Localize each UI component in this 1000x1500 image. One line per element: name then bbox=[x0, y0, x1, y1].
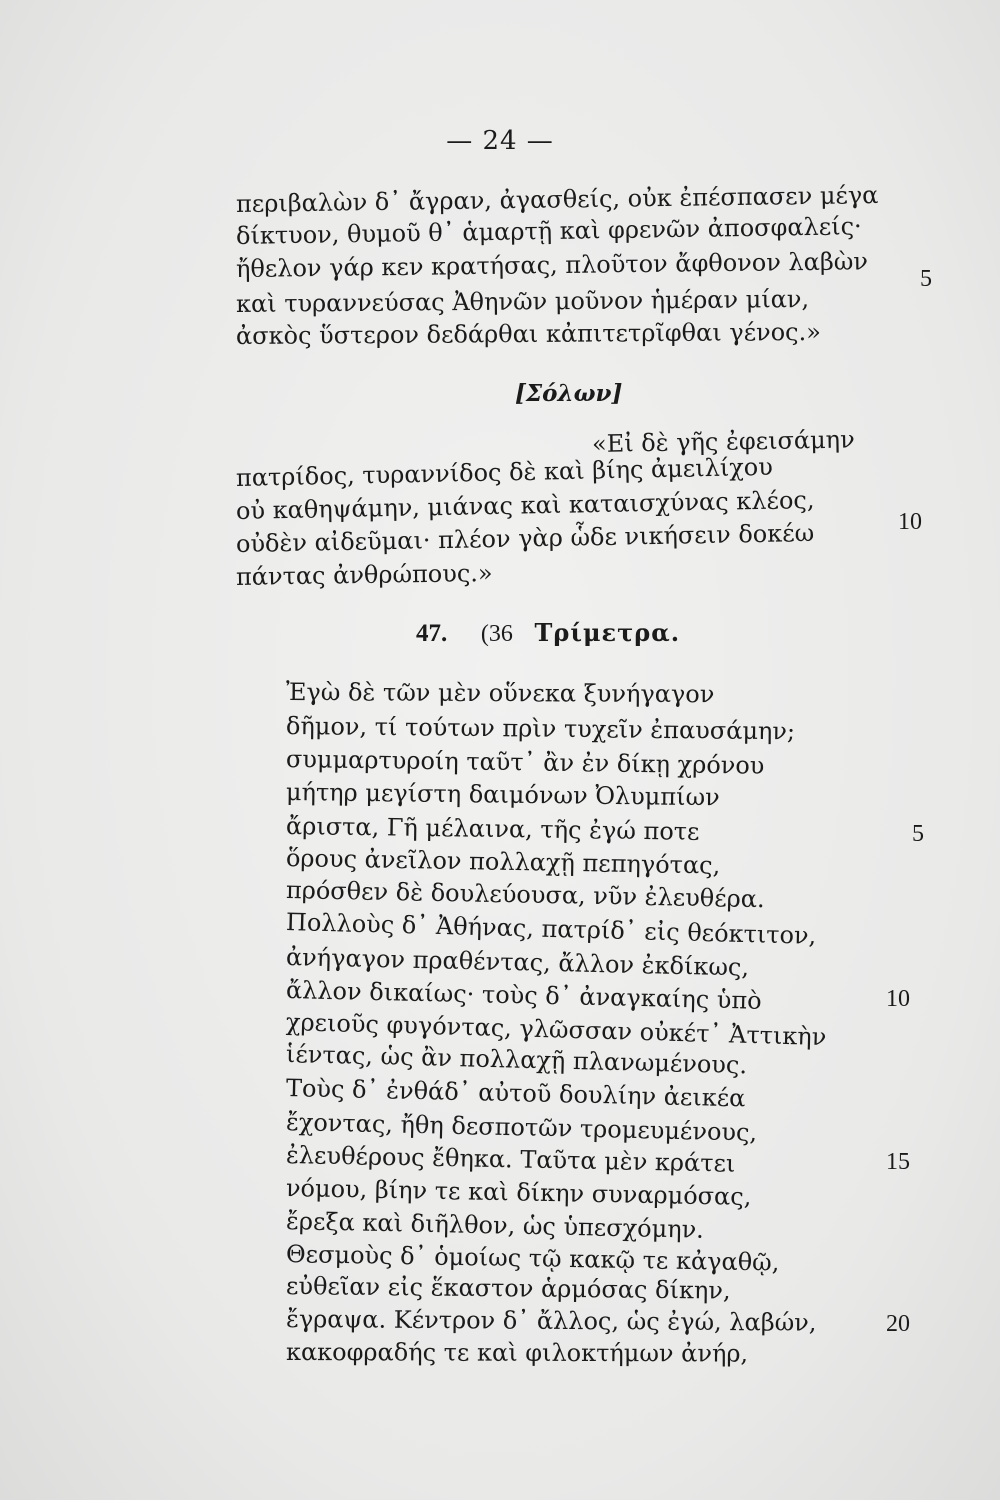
verse-line: ἤθελον γάρ κεν κρατήσας, πλοῦτον ἄφθονον λαβὼν bbox=[235, 247, 869, 283]
verse-line: οὐδὲν αἰδεῦμαι· πλέον γὰρ ὧδε νικήσειν δοκέω bbox=[235, 518, 815, 558]
speaker-name: [Σόλων] bbox=[515, 380, 623, 407]
section-heading bbox=[416, 618, 680, 648]
verse-line: περιβαλὼν δ᾽ ἄγραν, ἀγασθείς, οὐκ ἐπέσπασεν μέγα bbox=[235, 181, 879, 218]
verse-line: πάντας ἀνθρώπους.» bbox=[235, 558, 493, 591]
line-number: 10 bbox=[898, 509, 922, 535]
line-number: 15 bbox=[886, 1149, 910, 1175]
section-number: 47. bbox=[416, 620, 448, 647]
verse-line: ἄριστα, Γῆ μέλαινα, τῆς ἐγώ ποτε bbox=[285, 812, 700, 846]
verse-line: «Εἰ δὲ γῆς ἐφεισάμην bbox=[591, 425, 855, 458]
verse-line: πατρίδος, τυραννίδος δὲ καὶ βίης ἀμειλίχου bbox=[235, 452, 774, 492]
verse-line: μήτηρ μεγίστη δαιμόνων Ὀλυμπίων bbox=[285, 778, 720, 812]
section-reference: (36 bbox=[480, 621, 513, 647]
verse-line: ἔγραψα. Κέντρον δ᾽ ἄλλος, ὡς ἐγώ, λαβών, bbox=[285, 1305, 817, 1337]
verse-line: Πολλοὺς δ᾽ Ἀθήνας, πατρίδ᾽ εἰς θεόκτιτον, bbox=[285, 908, 817, 950]
verse-line: ὅρους ἀνεῖλον πολλαχῇ πεπηγότας, bbox=[285, 844, 721, 880]
verse-line: ἐλευθέρους ἔθηκα. Ταῦτα μὲν κράτει bbox=[285, 1141, 736, 1178]
section-title: Τρίμετρα. bbox=[534, 618, 681, 647]
verse-line: Θεσμοὺς δ᾽ ὁμοίως τῷ κακῷ τε κἀγαθῷ, bbox=[285, 1240, 780, 1277]
verse-line: ἀνήγαγον πραθέντας, ἄλλον ἐκδίκως, bbox=[285, 943, 750, 982]
verse-line: Ἐγὼ δὲ τῶν μὲν οὕνεκα ξυνήγαγον bbox=[285, 678, 715, 709]
verse-line: εὐθεῖαν εἰς ἕκαστον ἁρμόσας δίκην, bbox=[285, 1272, 731, 1305]
verse-line: ἔρεξα καὶ διῆλθον, ὡς ὑπεσχόμην. bbox=[285, 1207, 705, 1244]
verse-line: οὐ καθηψάμην, μιάνας καὶ καταισχύνας κλέος, bbox=[235, 485, 815, 525]
verse-line: πρόσθεν δὲ δουλεύουσα, νῦν ἐλευθέρα. bbox=[285, 876, 765, 914]
verse-line: δίκτυον, θυμοῦ θ᾽ ἁμαρτῇ καὶ φρενῶν ἀποσφαλείς· bbox=[235, 212, 862, 250]
line-number: 20 bbox=[886, 1311, 910, 1337]
verse-line: ἱέντας, ὡς ἂν πολλαχῇ πλανωμένους. bbox=[285, 1040, 748, 1080]
page-number: — 24 — bbox=[446, 126, 554, 156]
verse-line: κακοφραδής τε καὶ φιλοκτήμων ἀνήρ, bbox=[285, 1338, 749, 1368]
verse-line: ἄλλον δικαίως· τοὺς δ᾽ ἀναγκαίης ὑπὸ bbox=[285, 976, 762, 1015]
line-number: 5 bbox=[920, 266, 932, 292]
verse-line: νόμου, βίην τε καὶ δίκην συναρμόσας, bbox=[285, 1174, 752, 1211]
verse-line: συμμαρτυροίη ταῦτ᾽ ἂν ἐν δίκῃ χρόνου bbox=[285, 745, 765, 780]
line-number: 5 bbox=[912, 821, 924, 847]
verse-line: ἀσκὸς ὕστερον δεδάρθαι κἀπιτετρῖφθαι γένος.» bbox=[235, 317, 821, 350]
verse-line: Τοὺς δ᾽ ἐνθάδ᾽ αὐτοῦ δουλίην ἀεικέα bbox=[285, 1074, 746, 1113]
verse-line: χρειοῦς φυγόντας, γλῶσσαν οὐκέτ᾽ Ἀττικὴν bbox=[285, 1008, 827, 1052]
verse-line: δῆμον, τί τούτων πρὶν τυχεῖν ἐπαυσάμην; bbox=[285, 712, 796, 746]
verse-line: καὶ τυραννεύσας Ἀθηνῶν μοῦνον ἡμέραν μίαν, bbox=[235, 284, 810, 318]
verse-line: ἔχοντας, ἤθη δεσποτῶν τρομευμένους, bbox=[285, 1108, 758, 1147]
line-number: 10 bbox=[886, 986, 910, 1012]
